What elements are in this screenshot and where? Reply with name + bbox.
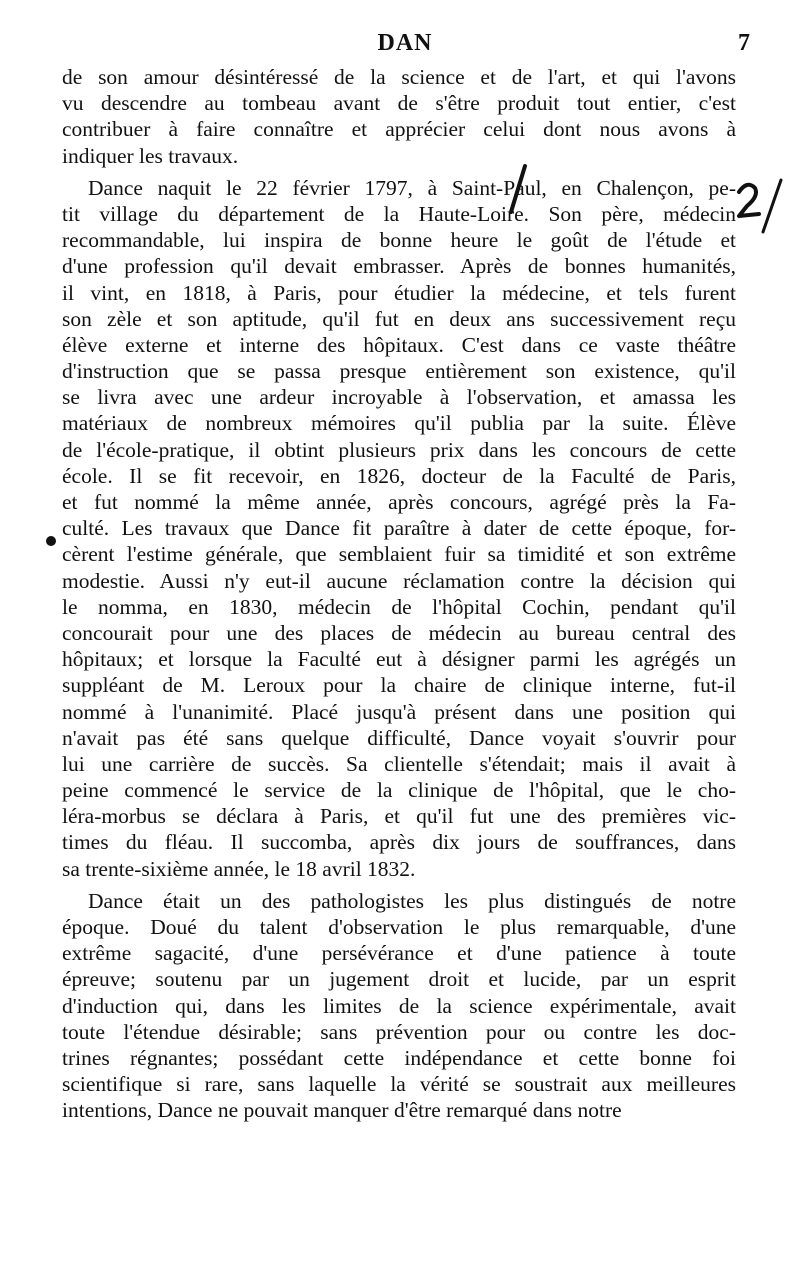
text-line: trines régnantes; possédant cette indépendance et cette bonne foi — [62, 1045, 736, 1070]
text-line: vu descendre au tombeau avant de s'être produit tout entier, c'est — [62, 91, 736, 116]
handwritten-numeral-mark-icon — [733, 176, 789, 236]
page-number: 7 — [738, 30, 750, 56]
text-line: d'instruction que se passa presque entièrement son existence, qu'il — [62, 359, 736, 384]
text-line: indiquer les travaux. — [62, 143, 239, 168]
text-line: son zèle et son aptitude, qu'il fut en deux ans successivement reçu — [62, 306, 736, 331]
text-line: extrême sagacité, d'une persévérance et d'une patience à toute — [62, 941, 736, 966]
text-line: époque. Doué du talent d'observation le plus remarquable, d'une — [62, 915, 736, 939]
running-head — [60, 30, 750, 60]
text-line: léra-morbus se déclara à Paris, et qu'il fut une des premières vic- — [62, 804, 736, 829]
text-line: il vint, en 1818, à Paris, pour étudier la médecine, et tels furent — [62, 280, 736, 305]
text-line: toute l'étendue désirable; sans prévention pour ou contre les doc- — [62, 1019, 736, 1044]
running-head-title: DAN — [377, 30, 433, 56]
text-line: intentions, Dance ne pouvait manquer d'être remarqué dans notre — [62, 1098, 622, 1123]
text-line: cèrent l'estime générale, que semblaient fuir sa timidité et son extrême — [62, 542, 736, 567]
text-line: recommandable, lui inspira de bonne heure le goût de l'étude et — [62, 228, 736, 253]
text-line: école. Il se fit recevoir, en 1826, docteur de la Faculté de Paris, — [62, 463, 736, 488]
paragraph-biography — [62, 175, 736, 882]
text-line: hôpitaux; et lorsque la Faculté eut à désigner parmi les agrégés un — [62, 647, 736, 672]
text-line: d'induction qui, dans les limites de la science expérimentale, avait — [62, 993, 736, 1018]
text-line: n'avait pas été sans quelque difficulté, Dance voyait s'ouvrir pour — [62, 725, 736, 750]
body-text — [62, 64, 736, 1124]
text-line: Dance naquit le 22 février 1797, à Saint-Paul, en Chalençon, pe- — [88, 175, 736, 200]
text-line: se livra avec une ardeur incroyable à l'observation, et amassa les — [62, 385, 736, 410]
margin-dot-icon — [46, 536, 56, 546]
text-line: d'une profession qu'il devait embrasser. Après de bonnes humanités, — [62, 254, 736, 279]
text-line: de son amour désintéressé de la science et de l'art, et qui l'avons — [62, 65, 736, 89]
text-line: tit village du département de la Haute-Loire. Son père, médecin — [62, 201, 736, 226]
text-line: sa trente-sixième année, le 18 avril 1832. — [62, 856, 416, 881]
paragraph-intro-continuation — [62, 64, 736, 169]
text-line: culté. Les travaux que Dance fit paraître à dater de cette époque, for- — [62, 516, 736, 541]
text-line: épreuve; soutenu par un jugement droit et lucide, par un esprit — [62, 967, 736, 992]
pen-stroke-icon — [503, 164, 533, 214]
text-line: times du fléau. Il succomba, après dix jours de souffrances, dans — [62, 830, 736, 855]
text-line: lui une carrière de succès. Sa clientelle s'étendait; mais il avait à — [62, 751, 736, 776]
text-line: modestie. Aussi n'y eut-il aucune réclamation contre la décision qui — [62, 568, 736, 593]
text-line: matériaux de nombreux mémoires qu'il publia par la suite. Élève — [62, 411, 736, 436]
text-line: contribuer à faire connaître et apprécier celui dont nous avons à — [62, 117, 736, 142]
text-line: nommé à l'unanimité. Placé jusqu'à présent dans une position qui — [62, 699, 736, 724]
text-line: de l'école-pratique, il obtint plusieurs prix dans les concours de cette — [62, 437, 736, 462]
text-line: Dance était un des pathologistes les plus distingués de notre — [88, 888, 736, 913]
text-line: concourait pour une des places de médecin au bureau central des — [62, 620, 736, 645]
text-line: peine commencé le service de la clinique de l'hôpital, que le cho- — [62, 778, 736, 803]
text-line: élève externe et interne des hôpitaux. C'est dans ce vaste théâtre — [62, 332, 736, 357]
text-line: suppléant de M. Leroux pour la chaire de clinique interne, fut-il — [62, 673, 736, 698]
text-line: et fut nommé la même année, après concours, agrégé près la Fa- — [62, 490, 736, 514]
paragraph-assessment — [62, 888, 736, 1124]
text-line: scientifique si rare, sans laquelle la vérité se soustrait aux meilleures — [62, 1072, 736, 1097]
text-line: le nomma, en 1830, médecin de l'hôpital Cochin, pendant qu'il — [62, 594, 736, 619]
